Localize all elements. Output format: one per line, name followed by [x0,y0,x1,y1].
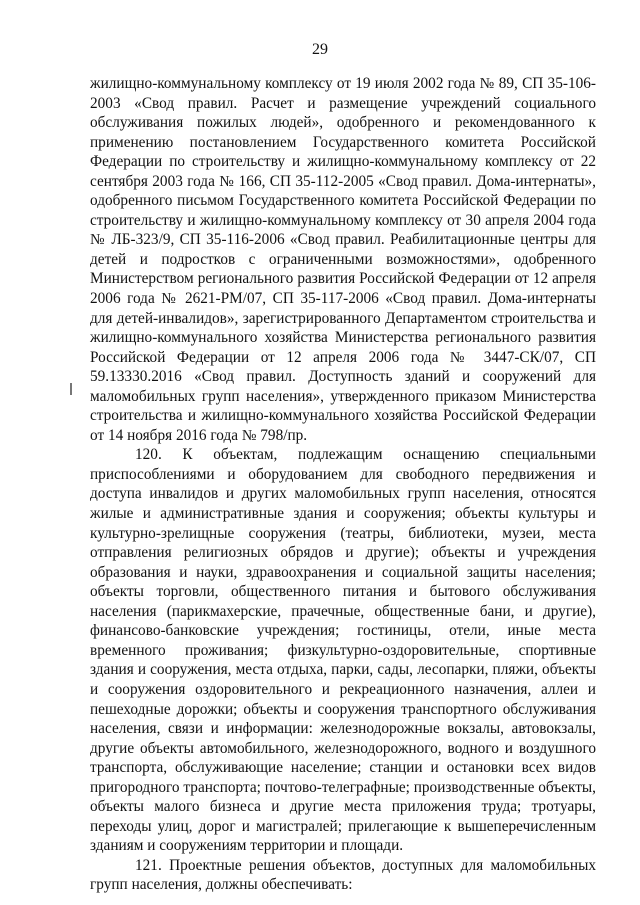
page-number: 29 [312,41,328,58]
paragraph-item-121: 121. Проектные решения объектов, доступных для маломобильных групп населения, должны обеспечивать: [90,856,596,894]
paragraph-item-120: 120. К объектам, подлежащим оснащению специальными приспособлениями и оборудованием для свободного передвижения и доступа инвалидов и других маломобильных групп населения, относятся жилые и административные здания и сооружения; объекты культуры и культурно-зрелищные сооружения (театры, библиотеки, музеи, места отправления религиозных обрядов и другие); объекты и учреждения образования и науки, здравоохранения и социальной защиты населения; объекты торговли, общественного питания и бытового обслуживания населения (парикмахерские, прачечные, общественные бани, и другие), финансово-банковские учреждения; гостиницы, отели, иные места временного проживания; физкультурно-оздоровительные, спортивные здания и сооружения, места отдыха, парки, сады, лесопарки, пляжи, объекты и сооружения оздоровительного и рекреационного назначения, аллеи и пешеходные дорожки; объекты и сооружения транспортного обслуживания населения, связи и информации: железнодорожные вокзалы, автовокзалы, другие объекты автомобильного, железнодорожного, водного и воздушного транспорта, обслуживающие население; станции и остановки всех видов пригородного транспорта; почтово-телеграфные; производственные объекты, объекты малого бизнеса и другие места приложения труда; тротуары, переходы улиц, дорог и магистралей; прилегающие к вышеперечисленным зданиям и сооружениям территории и площади. [90,446,596,855]
margin-mark [70,383,72,395]
document-body [90,74,596,895]
paragraph-continuation: жилищно-коммунальному комплексу от 19 июля 2002 года № 89, СП 35-106-2003 «Свод правил. Расчет и размещение учреждений социального обслуживания пожилых людей», одобренного и рекомендованного к применению постановлением Государственного комитета Российской Федерации по строительству и жилищно-коммунальному комплексу от 22 сентября 2003 года № 166, СП 35-112-2005 «Свод правил. Дома-интернаты», одобренного письмом Государственного комитета Российской Федерации по строительству и жилищно-коммунальному комплексу от 30 апреля 2004 года № ЛБ-323/9, СП 35-116-2006 «Свод правил. Реабилитационные центры для детей и подростков с ограниченными возможностями», одобренного Министерством регионального развития Российской Федерации от 12 апреля 2006 года № 2621-РМ/07, СП 35-117-2006 «Свод правил. Дома-интернаты для детей-инвалидов», зарегистрированного Департаментом строительства и жилищно-коммунального хозяйства Министерства регионального развития Российской Федерации от 12 апреля 2006 года № 3447-СК/07, СП 59.13330.2016 «Свод правил. Доступность зданий и сооружений для маломобильных групп населения», утвержденного приказом Министерства строительства и жилищно-коммунального хозяйства Российской Федерации от 14 ноября 2016 года № 798/пр. [90,75,596,444]
